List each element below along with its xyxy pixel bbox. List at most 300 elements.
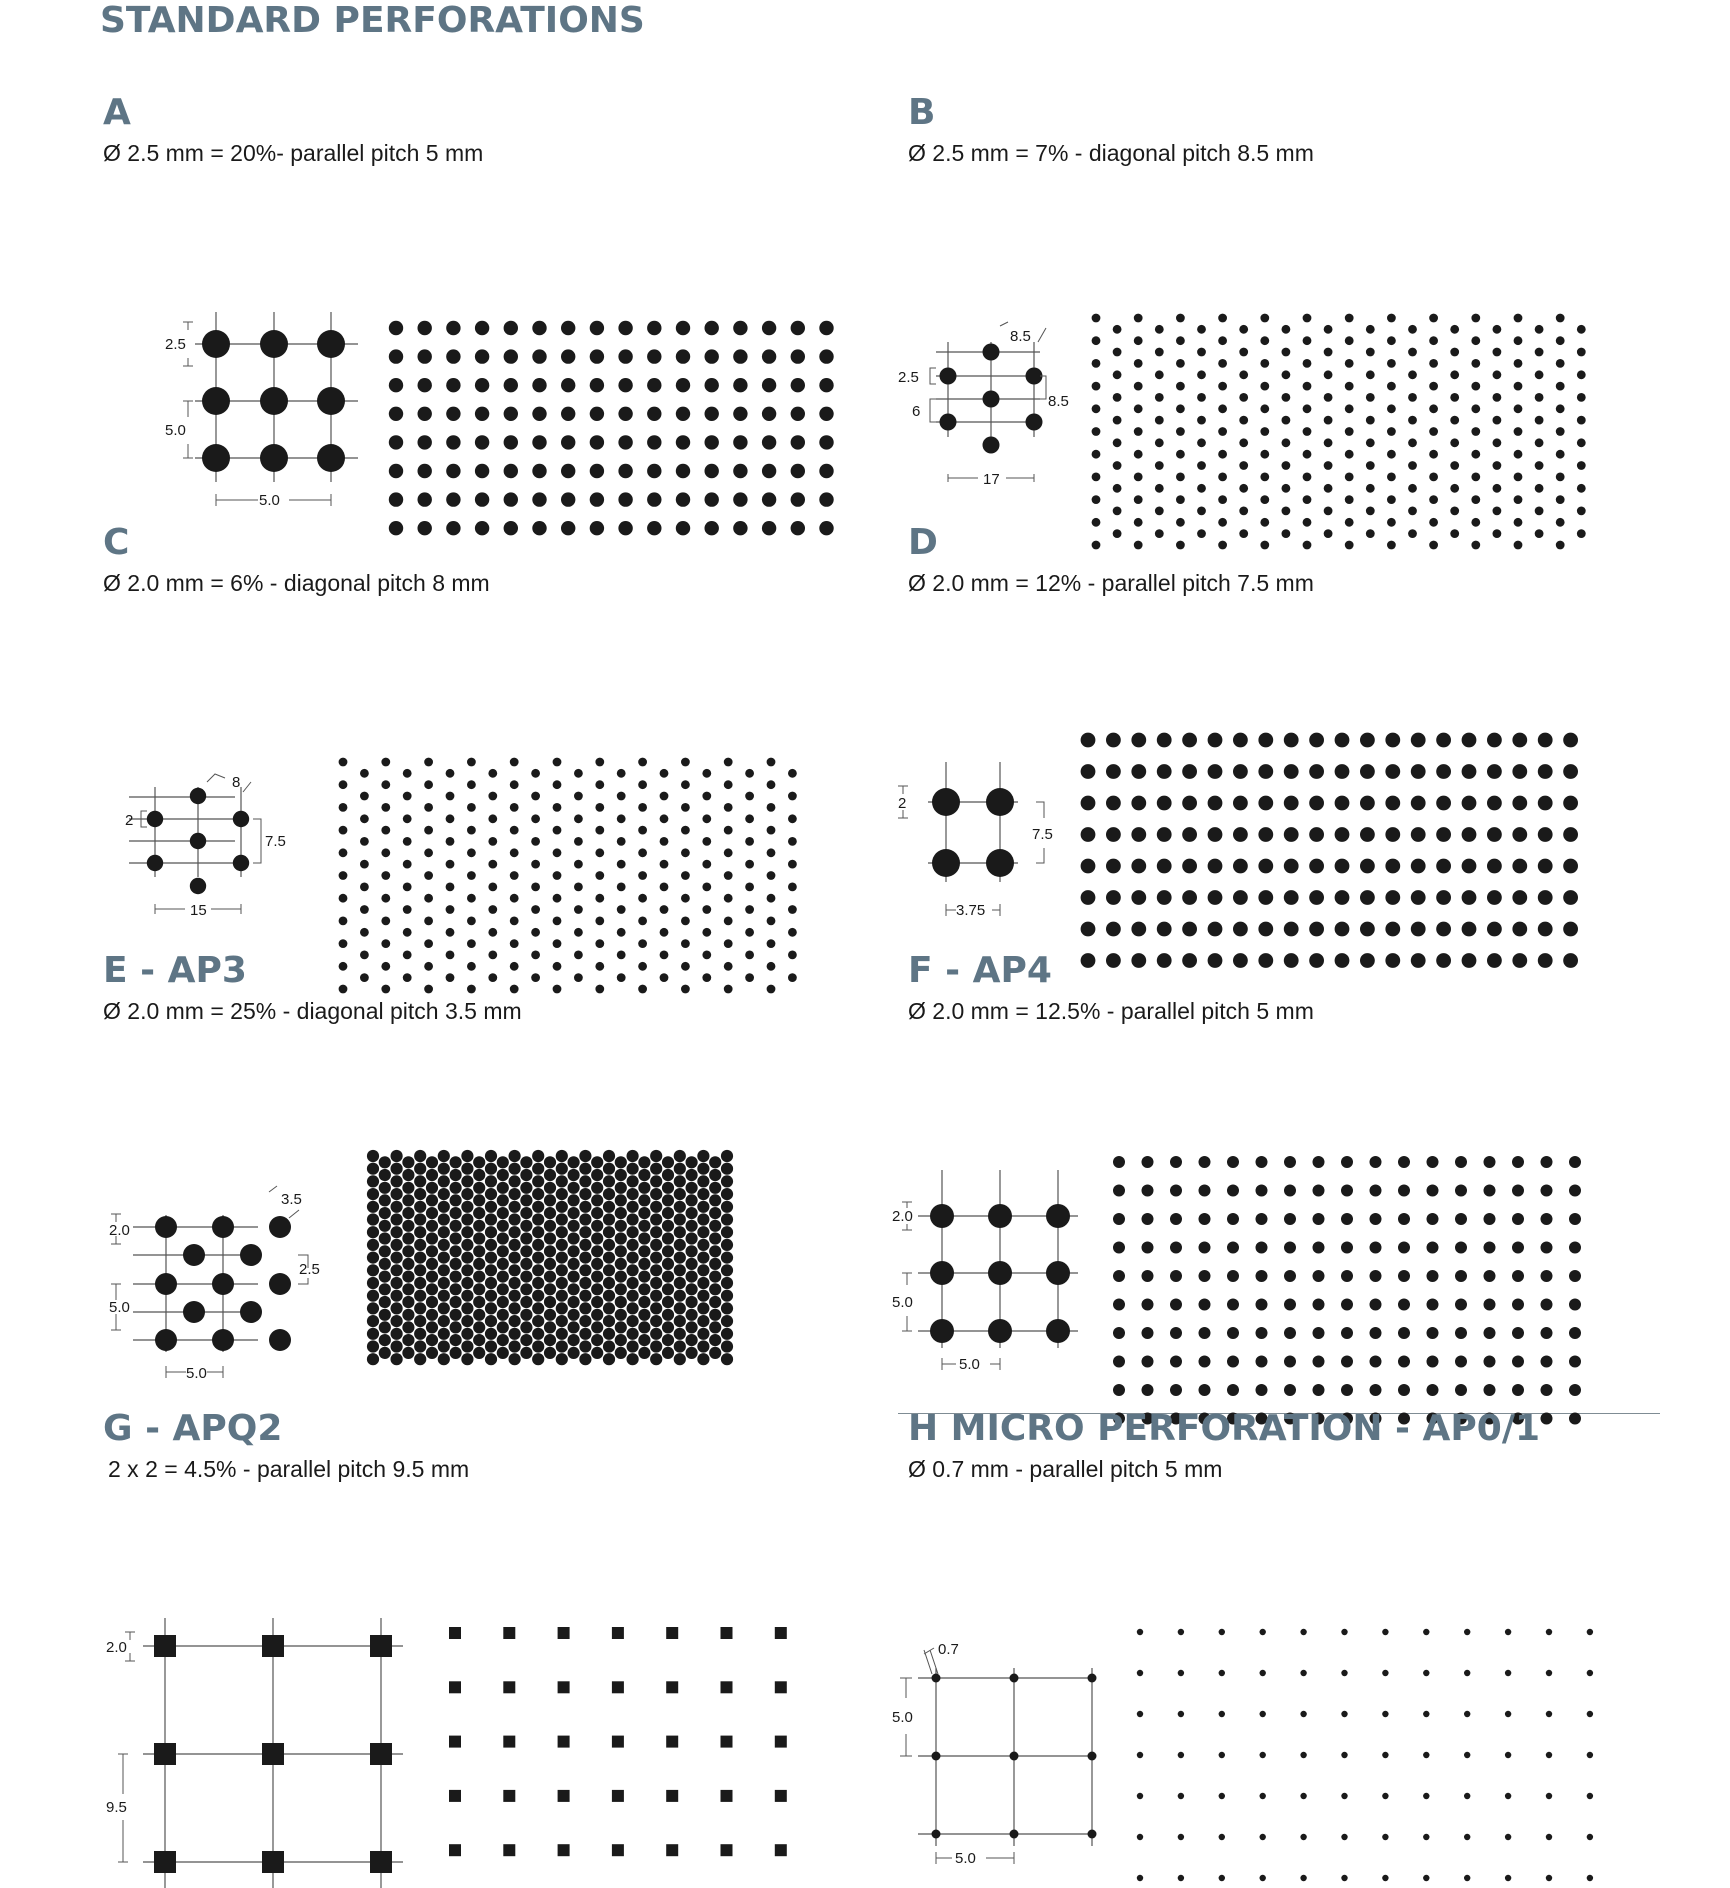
perforation-hole [721,1790,733,1802]
perforation-hole [762,321,776,335]
perforation-hole [497,1169,509,1181]
perforation-hole [721,1163,733,1175]
perforation-hole [461,1315,473,1327]
perforation-hole [1137,1752,1143,1758]
perforation-hole [1464,1711,1470,1717]
perforation-hole [509,1188,521,1200]
perforation-hole [1113,1384,1125,1396]
perforation-hole [418,349,432,363]
perforation-hole [674,1252,686,1264]
perforation-hole [520,1245,532,1257]
perforation-hole [767,894,776,903]
perforation-hole [568,1309,580,1321]
perforation-hole [676,464,690,478]
perforation-hole [520,1156,532,1168]
perforation-hole [674,1163,686,1175]
perforation-hole [674,1302,686,1314]
perforation-hole [1360,733,1375,748]
perforation-hole [402,1321,414,1333]
perforation-hole [1505,1793,1511,1799]
perforation-hole [618,464,632,478]
perforation-hole [1366,393,1375,402]
perforation-hole [1092,495,1101,504]
perforation-hole [438,1340,450,1352]
perforation-hole [1178,1834,1184,1840]
perforation-hole [697,1340,709,1352]
perforation-hole [1370,1213,1382,1225]
perforation-hole [532,1328,544,1340]
perforation-hole [1462,827,1477,842]
perforation-hole [1208,796,1223,811]
perforation-hole [1134,473,1143,482]
perforation-hole [745,837,754,846]
perforation-hole [403,883,412,892]
perforation-hole [617,883,626,892]
perforation-hole [558,1627,570,1639]
perforation-hole [391,1163,403,1175]
perforation-hole [1092,427,1101,436]
perforation-hole [424,939,433,948]
perforation-hole [591,1156,603,1168]
perforation-hole [791,435,805,449]
perforation-hole [1382,1834,1388,1840]
perforation-hole [603,1252,615,1264]
perforation-hole [1387,336,1396,345]
dimension-label: 6 [912,403,921,420]
perforation-hole [1450,370,1459,379]
perforation-hole [1541,1299,1553,1311]
perforation-hole [402,1169,414,1181]
perforation-hole [467,803,476,812]
perforation-hole [461,1239,473,1251]
perforation-hole [1464,1793,1470,1799]
perforation-hole [1239,348,1248,357]
perforation-hole [1218,404,1227,413]
perforation-hole [1284,859,1299,874]
perforation-hole [1569,1185,1581,1197]
perforation-hole [1239,438,1248,447]
perforation-hole [574,814,583,823]
dimension-label: 15 [190,902,207,919]
perforation-hole [1106,796,1121,811]
perforation-hole [446,928,455,937]
perforation-hole [379,1258,391,1270]
perforation-hole [721,1213,733,1225]
perforation-hole [686,1258,698,1270]
perforation-hole [1398,1242,1410,1254]
perforation-hole [1233,827,1248,842]
perforation-hole [1408,348,1417,357]
perforation-hole [504,492,518,506]
perforation-hole [1199,1156,1211,1168]
perforation-hole [1142,1384,1154,1396]
perforation-hole [1260,359,1269,368]
perforation-hole [686,1207,698,1219]
perforation-hole [697,1302,709,1314]
perforation-hole [450,1232,462,1244]
perforation-hole [391,1252,403,1264]
perforation-hole [662,1296,674,1308]
perforation-hole [674,1353,686,1365]
perforation-hole [660,883,669,892]
perforation-hole [414,1290,426,1302]
perforation-hole [503,1844,515,1856]
perforation-hole [1541,1213,1553,1225]
perforation-hole [1535,416,1544,425]
perforation-hole [556,1264,568,1276]
perforation-hole [379,1296,391,1308]
perforation-hole [1563,922,1578,937]
perforation-hole [1313,1242,1325,1254]
perforation-hole [485,1213,497,1225]
perforation-hole [705,435,719,449]
perforation-hole [367,1226,379,1238]
perforation-hole [1303,314,1312,323]
perforation-hole [615,1321,627,1333]
perforation-spec: 2 x 2 = 4.5% - parallel pitch 9.5 mm [108,1456,470,1482]
perforation-hole [1178,1793,1184,1799]
perforation-hole [1197,507,1206,516]
perforation-hole [681,780,690,789]
perforation-hole [1345,336,1354,345]
perforation-hole [745,769,754,778]
perforation-hole [674,1264,686,1276]
perforation-hole [709,1296,721,1308]
perforation-hole [650,1252,662,1264]
perforation-hole [1208,764,1223,779]
perforation-hole [590,492,604,506]
perforation-hole [1505,1670,1511,1676]
perforation-hole [1398,1156,1410,1168]
perforation-hole [595,848,604,857]
perforation-hole [1455,1242,1467,1254]
perforation-hole [402,1232,414,1244]
perforation-hole [418,407,432,421]
perforation-hole [721,1188,733,1200]
perforation-hole [360,860,369,869]
perforation-hole [1535,393,1544,402]
perforation-hole [485,1175,497,1187]
perforation-hole [1106,922,1121,937]
perforation-hole [1385,733,1400,748]
perforation-hole [1387,359,1396,368]
perforation-hole [1514,336,1523,345]
perforation-hole [1106,764,1121,779]
perforation-hole [1569,1327,1581,1339]
perforation-hole [360,905,369,914]
perforation-hole [697,1315,709,1327]
sample-pattern [449,1627,787,1888]
perforation-hole [1335,890,1350,905]
perforation-hole [1556,495,1565,504]
perforation-hole [721,1353,733,1365]
perforation-hole [1227,1213,1239,1225]
perforation-hole [650,1175,662,1187]
perforation-hole [627,1340,639,1352]
perforation-hole [402,1220,414,1232]
perforation-hole [705,349,719,363]
perforation-hole [775,1681,787,1693]
perforation-hole [1370,1384,1382,1396]
perforation-hole [367,1315,379,1327]
perforation-hole [1300,1834,1306,1840]
perforation-hole [558,1681,570,1693]
perforation-hole [473,1321,485,1333]
perforation-hole [615,1220,627,1232]
perforation-hole [450,1258,462,1270]
perforation-hole [617,814,626,823]
perforation-hole [1569,1270,1581,1282]
perforation-hole [1239,416,1248,425]
perforation-hole [591,1309,603,1321]
perforation-hole [1341,1384,1353,1396]
perforation-hole [402,1334,414,1346]
perforation-hole [674,1340,686,1352]
perforation-hole [473,1334,485,1346]
perforation-hole [590,407,604,421]
perforation-hole [618,435,632,449]
perforation-hole [788,928,797,937]
perforation-hole [733,492,747,506]
perforation-hole [638,1207,650,1219]
perforation-hole [1227,1299,1239,1311]
perforation-hole [488,883,497,892]
perforation-hole [504,464,518,478]
perforation-hole [1131,796,1146,811]
perforation-hole [1218,427,1227,436]
perforation-hole [379,1347,391,1359]
perforation-hole [1487,827,1502,842]
perforation-hole [509,1150,521,1162]
perforation-hole [531,792,540,801]
perforation-hole [1208,827,1223,842]
perforation-hole [1197,393,1206,402]
perforation-hole [1182,922,1197,937]
perforation-hole [1408,325,1417,334]
perforation-hole [497,1271,509,1283]
perforation-hole [449,1844,461,1856]
perforation-hole [767,939,776,948]
sample-pattern [1092,314,1586,550]
perforation-hole [595,871,604,880]
perforation-hole [360,792,369,801]
perforation-hole [662,1321,674,1333]
perforation-hole [591,1245,603,1257]
perforation-hole [402,1309,414,1321]
perforation-hole [705,492,719,506]
perforation-hole [424,871,433,880]
perforation-hole [1541,1384,1553,1396]
perforation-hole [697,1353,709,1365]
perforation-hole [568,1271,580,1283]
perforation-hole [1577,438,1586,447]
perforation-hole [367,1328,379,1340]
perforation-hole [603,1315,615,1327]
perforation-hole [1429,314,1438,323]
perforation-hole [1300,1875,1306,1881]
perforation-hole [1309,764,1324,779]
perforation-hole [745,860,754,869]
perforation-hole [674,1150,686,1162]
perforation-hole [1284,1242,1296,1254]
perforation-hole [791,321,805,335]
perforation-hole [650,1264,662,1276]
perforation-hole [1398,1213,1410,1225]
perforation-hole [681,894,690,903]
perforation-hole [1382,1875,1388,1881]
perforation-hole [1382,1711,1388,1717]
perforation-hole [485,1277,497,1289]
perforation-hole [819,378,833,392]
dimension-diagram [125,774,286,919]
perforation-hole [1370,1270,1382,1282]
perforation-hole [1092,336,1101,345]
perforation-hole [603,1175,615,1187]
perforation-hole [1256,1356,1268,1368]
perforation-hole [1219,1793,1225,1799]
perforation-hole [1134,404,1143,413]
perforation-hole [438,1239,450,1251]
perforation-hole [579,1201,591,1213]
perforation-hole [1398,1356,1410,1368]
perforation-hole [650,1239,662,1251]
perforation-hole [504,349,518,363]
perforation-hole [1284,1299,1296,1311]
perforation-hole [1546,1670,1552,1676]
perforation-hole [1134,382,1143,391]
perforation-hole [532,1226,544,1238]
perforation-hole [1450,348,1459,357]
perforation-hole [1313,1185,1325,1197]
perforation-hole [485,1188,497,1200]
perforation-hole [709,1220,721,1232]
perforation-hole [1260,427,1269,436]
perforation-hole [1587,1834,1593,1840]
perforation-hole [681,758,690,767]
perforation-heading: D [908,522,938,563]
perforation-hole [446,492,460,506]
perforation-hole [531,860,540,869]
perforation-hole [497,1258,509,1270]
perforation-hole [475,464,489,478]
perforation-hole [627,1188,639,1200]
perforation-hole [1427,1213,1439,1225]
perforation-hole [438,1188,450,1200]
perforation-hole [1587,1711,1593,1717]
perforation-hole [1360,922,1375,937]
perforation-hole [461,1302,473,1314]
perforation-hole [503,1790,515,1802]
perforation-hole [488,769,497,778]
perforation-hole [1142,1299,1154,1311]
perforation-hole [579,1328,591,1340]
perforation-hole [402,1271,414,1283]
perforation-hole [449,1627,461,1639]
perforation-hole [1142,1242,1154,1254]
perforation-hole [520,1309,532,1321]
perforation-hole [389,464,403,478]
perforation-hole [544,1271,556,1283]
dimension-label: 0.7 [938,1641,959,1658]
perforation-hole [1219,1711,1225,1717]
perforation-hole [391,1188,403,1200]
perforation-hole [574,860,583,869]
perforation-hole [1142,1327,1154,1339]
perforation-hole [467,848,476,857]
perforation-hole [1113,370,1122,379]
perforation-hole [367,1175,379,1187]
perforation-hole [1092,382,1101,391]
perforation-hole [618,349,632,363]
perforation-hole [1577,416,1586,425]
perforation-hole [510,780,519,789]
perforation-hole [615,1258,627,1270]
perforation-hole [1387,382,1396,391]
perforation-hole [1113,1299,1125,1311]
perforation-hole [381,848,390,857]
perforation-hole [367,1163,379,1175]
perforation-hole [473,1283,485,1295]
perforation-hole [561,349,575,363]
perforation-hole [485,1163,497,1175]
perforation-hole [367,1150,379,1162]
perforation-hole [475,435,489,449]
perforation-hole [485,1239,497,1251]
perforation-hole [520,1271,532,1283]
perforation-hole [461,1328,473,1340]
perforation-hole [762,492,776,506]
perforation-hole [709,1309,721,1321]
perforation-hole [595,803,604,812]
perforation-hole [697,1264,709,1276]
perforation-hole [709,1169,721,1181]
perforation-hole [379,1271,391,1283]
perforation-hole [662,1347,674,1359]
perforation-hole [568,1321,580,1333]
perforation-hole [1227,1270,1239,1282]
perforation-hole [638,1309,650,1321]
perforation-hole [461,1290,473,1302]
perforation-hole [438,1213,450,1225]
perforation-hole [1387,495,1396,504]
perforation-hole [1427,1327,1439,1339]
perforation-hole [709,1182,721,1194]
perforation-hole [603,1201,615,1213]
perforation-hole [467,871,476,880]
perforation-hole [1493,484,1502,493]
perforation-hole [1484,1185,1496,1197]
perforation-hole [446,464,460,478]
perforation-hole [1197,461,1206,470]
perforation-hole [1341,1875,1347,1881]
perforation-hole [568,1334,580,1346]
perforation-hole [1324,438,1333,447]
perforation-hole [1313,1356,1325,1368]
perforation-hole [1370,1356,1382,1368]
perforation-hole [556,1340,568,1352]
perforation-hole [615,1271,627,1283]
perforation-hole [1569,1156,1581,1168]
perforation-hole [391,1175,403,1187]
perforation-hole [379,1334,391,1346]
perforation-hole [638,1296,650,1308]
perforation-hole [1218,495,1227,504]
perforation-hole [1512,1384,1524,1396]
perforation-hole [1423,1752,1429,1758]
perforation-hole [450,1347,462,1359]
perforation-hole [697,1150,709,1162]
perforation-hole [1282,370,1291,379]
